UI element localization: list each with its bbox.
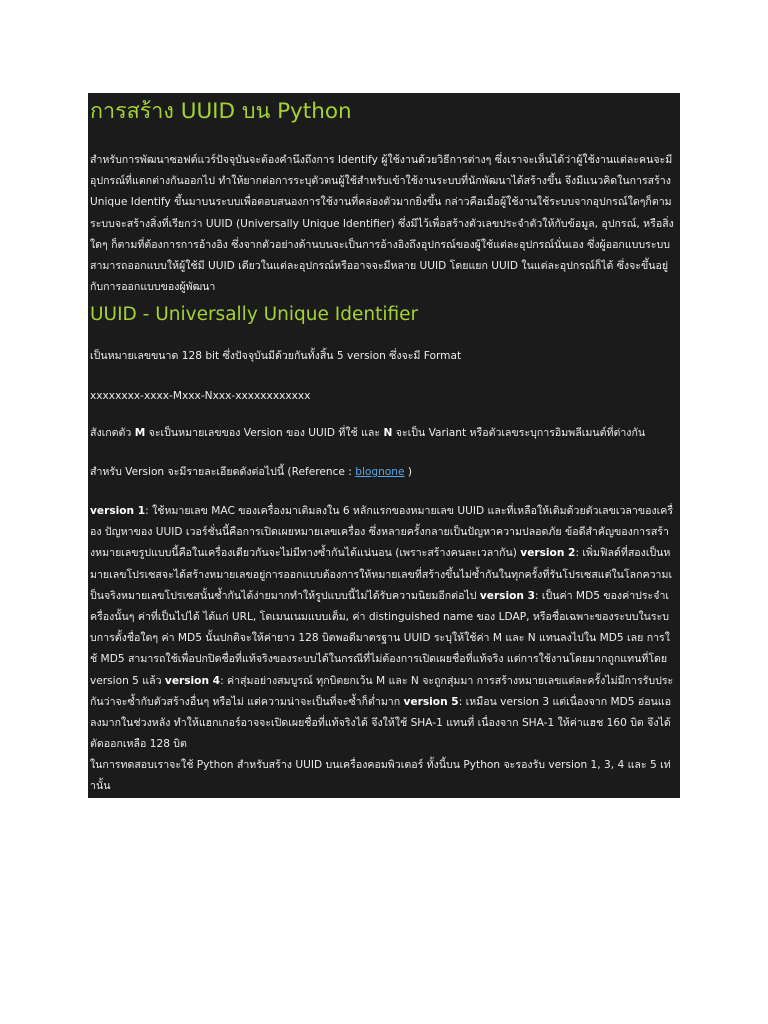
- intro-paragraph: สำหรับการพัฒนาซอฟต์แวร์ปัจจุบันจะต้องคำนึงถึงการ Identify ผู้ใช้งานด้วยวิธีการต่างๆ ซึ่งเราจะเห็นได้ว่าผู้ใช้งานแต่ละคนจะมีอุปกรณ์ที่แตกต่างกันออกไป ทำให้ยากต่อการระบุตัวตนผู้ใช้สำหรับเข้าใช้งานระบบที่นักพัฒนาได้สร้างขึ้น จึงมีแนวคิดในการสร้าง Unique Identify ขึ้นมาบนระบบเพื่อตอบสนองการใช้งานที่คล่องตัวมากยิ่งขึ้น กล่าวคือเมื่อผู้ใช้งานใช้ระบบจากอุปกรณ์ใดๆก็ตามระบบจะสร้างสิ่งที่เรียกว่า UUID (Universally Unique Identifier) ซึ่งมีไว้เพื่อสร้างตัวเลขประจำตัวให้กับข้อมูล, อุปกรณ์, หรือสิ่งใดๆ ก็ตามที่ต้องการการอ้างอิง ซึ่งจากตัวอย่างด้านบนจะเป็นการอ้างอิงถึงอุปกรณ์ของผู้ใช้แต่ละอุปกรณ์นั่นเอง ซึ่งผู้ออกแบบระบบสามารถออกแบบให้ผู้ใช้มี UUID เดียวในแต่ละอุปกรณ์หรืออาจจะมีหลาย UUID โดยแยก UUID ในแต่ละอุปกรณ์ก็ได้ ซึ่งจะขึ้นอยู่กับการออกแบบของผู้พัฒนา: [90, 154, 674, 294]
- reference-prefix: สำหรับ Version จะมีรายละเอียดดังต่อไปนี้ (Reference :: [90, 466, 356, 478]
- closing-paragraph: ในการทดสอบเราจะใช้ Python สำหรับสร้าง UUID บนเครื่องคอมพิวเตอร์ ทั้งนี้บน Python จะรองรับ version 1, 3, 4 และ 5 เท่านั้น: [90, 759, 671, 793]
- version-1-text: : ใช้หมายเลข MAC ของเครื่องมาเติมลงใน 6 หลักแรกของหมายเลข UUID และที่เหลือให้เติมด้วยตัวเลขเวลาของเครื่อง ปัญหาของ UUID เวอร์ชั่นนี้คือการเปิดเผยหมายเลขเครื่อง ซึ่งหลายครั้งกลายเป็นปัญหาความปลอดภัย ข้อดีสำคัญของการสร้างหมายเลขรูปแบบนี้คือในเครื่องเดียวกันจะไม่มีทางซ้ำกันได้แน่นอน (เพราะสร้างคนละเวลากัน): [90, 505, 674, 560]
- version-3-label: version 3: [479, 589, 535, 602]
- note-m: M: [134, 427, 146, 439]
- size-paragraph: เป็นหมายเลขขนาด 128 bit ซึ่งปัจจุบันมีด้วยกันทั้งสิ้น 5 version ซึ่งจะมี Format: [90, 350, 462, 362]
- version-5-label: version 5: [403, 695, 459, 708]
- section-heading: UUID - Universally Unique Identifier: [90, 304, 419, 325]
- blognone-link[interactable]: blognone: [355, 466, 405, 478]
- version-5-text: : เหมือน version 3 แต่เนื่องจาก MD5 อ่อนแอลงมากในช่วงหลัง ทำให้แฮกเกอร์อาจจะเปิดเผยชื่อที่แท้จริงได้ จึงให้ใช้ SHA-1 แทนที่ เนื่องจาก SHA-1 ให้ค่าแฮช 160 บิต จึงได้ตัดออกเหลือ 128 บิต: [90, 695, 672, 751]
- note-middle: จะเป็นหมายเลขของ Version ของ UUID ที่ใช้ และ: [145, 427, 384, 439]
- format-paragraph: xxxxxxxx-xxxx-Mxxx-Nxxx-xxxxxxxxxxxx: [90, 390, 311, 402]
- version-1-label: version 1: [90, 505, 146, 517]
- version-2-text: : เพิ่มฟิลด์ที่สองเป็นหมายเลขโปรเซสจะได้สร้างหมายเลขอยู่การออกแบบต้องการให้หมายเลขที่สร้างขึ้นไม่ซ้ำกันในทุกครั้งที่รันโปรเซสแต่ในโลกความเป็นจริงหมายเลขโปรเซสนั้นซ้ำกันได้ง่ายมากทำให้รูปแบบนี้ไม่ได้รับความนิยมอีกต่อไป: [90, 547, 673, 602]
- version-3-text: : เป็นค่า MD5 ของค่าประจำเครื่องนั้นๆ ค่าที่เป็นไปได้ ได้แก่ URL, โดเมนเนมแบบเต็ม, ค่า distinguished name ของ LDAP, หรือชื่อเฉพาะของระบบในระบบการตั้งชื่อใดๆ ค่า MD5 นั้นปกติจะให้ค่ายาว 128 บิตพอดีมาตรฐาน UUID ระบุให้ใช้ค่า M และ N แทนลงไปใน MD5 เลย การใช้ MD5 สามารถใช้เพื่อปกปิดชื่อที่แท้จริงของระบบได้ในกรณีที่ไม่ต้องการเปิดเผยชื่อที่แท้จริง แต่การใช้งานโดยมากถูกแทนที่โดย version 5 แล้ว: [90, 589, 670, 687]
- note-paragraph: [90, 423, 674, 444]
- reference-paragraph: [90, 462, 674, 483]
- note-suffix: จะเป็น Variant หรือตัวเลขระบุการอิมพลีเมนต์ที่ต่างกัน: [392, 427, 646, 439]
- version-4-text: : ค่าสุ่มอย่างสมบูรณ์ ทุกบิตยกเว้น M และ N จะถูกสุ่มมา การสร้างหมายเลขแต่ละครั้งไม่มีการรับประกันว่าจะซ้ำกับตัวสร้างอื่นๆ หรือไม่ แต่ความน่าจะเป็นที่จะซ้ำก็ต่ำมาก: [90, 674, 674, 708]
- version-2-label: version 2: [520, 547, 576, 560]
- article-page: [88, 93, 680, 798]
- versions-paragraph: [90, 501, 674, 755]
- note-prefix: สังเกตตัว: [90, 427, 135, 439]
- page-title: การสร้าง UUID บน Python: [90, 99, 352, 124]
- note-n: N: [383, 427, 393, 439]
- version-4-label: version 4: [164, 674, 221, 687]
- reference-suffix: ): [404, 466, 413, 478]
